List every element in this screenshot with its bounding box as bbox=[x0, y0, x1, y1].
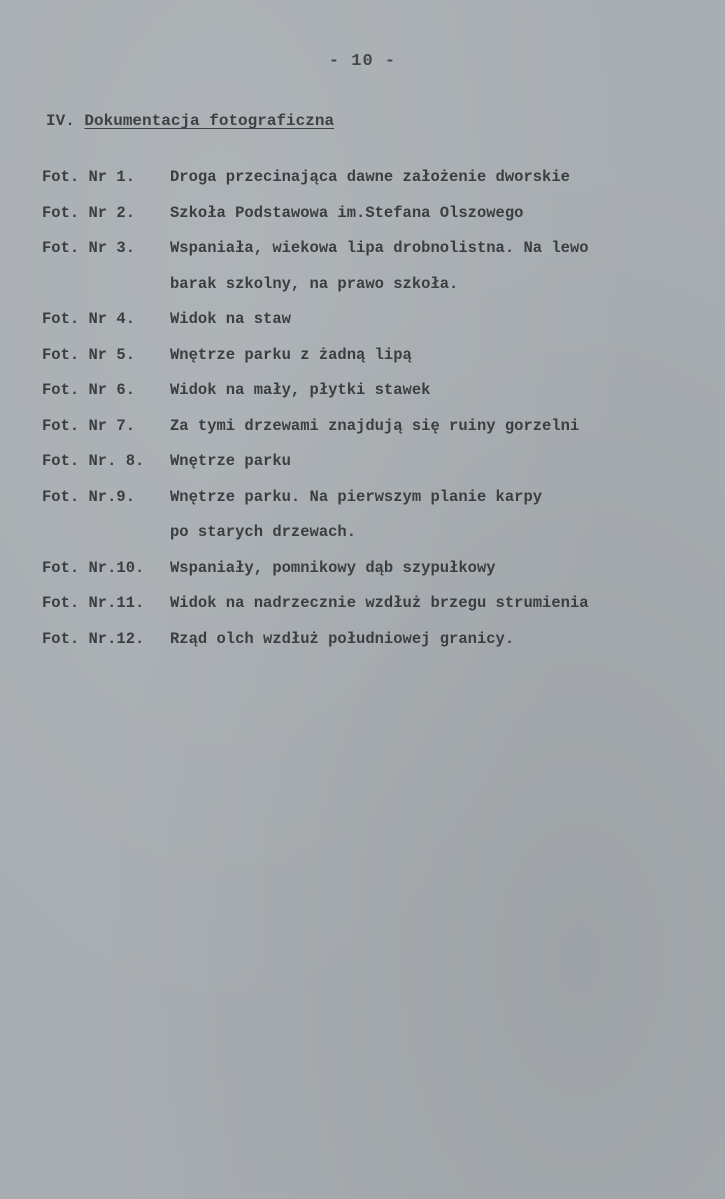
photo-label: Fot. Nr 6. bbox=[42, 381, 136, 399]
photo-caption: Za tymi drzewami znajdują się ruiny gorzelni bbox=[170, 416, 580, 435]
photo-label: Fot. Nr 1. bbox=[42, 168, 136, 186]
photo-entry bbox=[42, 338, 682, 374]
photo-label: Fot. Nr.9. bbox=[42, 487, 136, 506]
page-number: - 10 - bbox=[328, 52, 397, 71]
photo-entry bbox=[42, 160, 682, 196]
photo-entry bbox=[42, 409, 682, 445]
photo-label: Fot. Nr 7. bbox=[42, 416, 136, 435]
photo-entry bbox=[42, 586, 682, 622]
photo-entry bbox=[42, 196, 682, 232]
photo-entry bbox=[42, 551, 682, 587]
photo-caption: Widok na mały, płytki stawek bbox=[170, 381, 431, 399]
photo-entry bbox=[42, 444, 682, 480]
photo-caption: Rząd olch wzdłuż południowej granicy. bbox=[170, 629, 515, 648]
photo-label: Fot. Nr 4. bbox=[42, 310, 136, 328]
section-numeral: IV. bbox=[46, 112, 75, 130]
photo-label: Fot. Nr.12. bbox=[42, 629, 145, 648]
photo-caption: Szkoła Podstawowa im.Stefana Olszowego bbox=[170, 203, 524, 222]
photo-caption: Widok na nadrzecznie wzdłuż brzegu strumienia bbox=[170, 594, 589, 612]
photo-caption: Wnętrze parku bbox=[170, 452, 291, 470]
photo-label: Fot. Nr. 8. bbox=[42, 452, 145, 470]
photo-caption: Widok na staw bbox=[170, 310, 291, 328]
photo-label: Fot. Nr 5. bbox=[42, 345, 136, 364]
section-heading bbox=[46, 112, 334, 130]
photo-caption: Wnętrze parku. Na pierwszym planie karpy po starych drzewach. bbox=[170, 487, 543, 541]
photo-caption: Droga przecinająca dawne założenie dworskie bbox=[170, 168, 570, 186]
section-title: Dokumentacja fotograficzna bbox=[84, 112, 335, 130]
photo-caption: Wnętrze parku z żadną lipą bbox=[170, 345, 412, 364]
photo-label: Fot. Nr.11. bbox=[42, 594, 145, 612]
photo-list bbox=[42, 160, 682, 657]
photo-entry bbox=[42, 231, 682, 302]
photo-label: Fot. Nr 3. bbox=[42, 239, 136, 257]
photo-entry bbox=[42, 480, 682, 551]
photo-entry bbox=[42, 302, 682, 338]
photo-caption: Wspaniała, wiekowa lipa drobnolistna. Na lewo barak szkolny, na prawo szkoła. bbox=[170, 239, 589, 293]
photo-caption: Wspaniały, pomnikowy dąb szypułkowy bbox=[170, 558, 496, 577]
photo-label: Fot. Nr 2. bbox=[42, 203, 136, 222]
photo-label: Fot. Nr.10. bbox=[42, 558, 145, 577]
photo-entry bbox=[42, 622, 682, 658]
photo-entry bbox=[42, 373, 682, 409]
